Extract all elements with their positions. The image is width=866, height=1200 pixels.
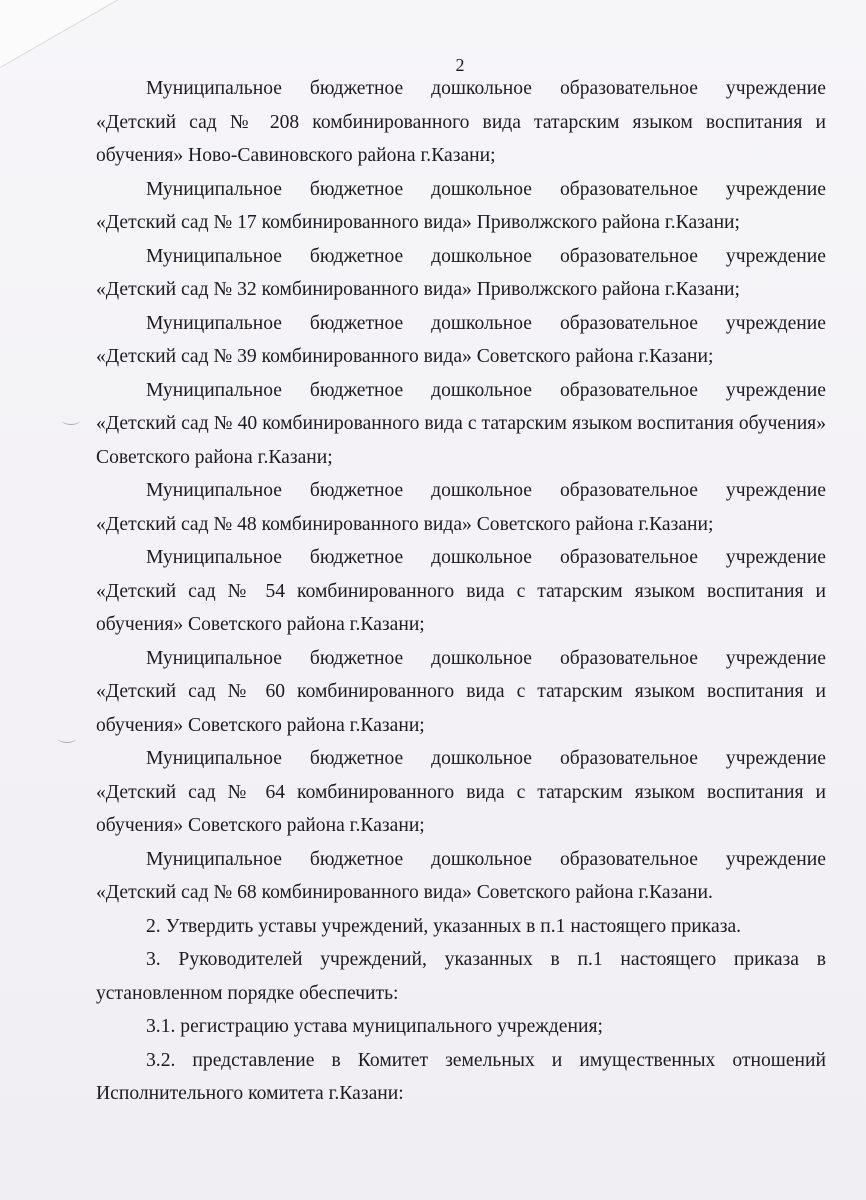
institution-type-line (96, 474, 826, 508)
institution-name: «Детский сад № 48 комбинированного вида» Советского района г.Казани; (96, 513, 714, 535)
institution-type-word: учреждение (725, 245, 826, 267)
institution-type-word: дошкольное (431, 848, 533, 870)
item-3-2-paragraph: 3.2. представление в Комитет земельных и имущественных отношений Исполнительного комитета г.Казани: (96, 1049, 826, 1104)
institution-entry (96, 240, 826, 307)
institution-type-word: учреждение (725, 647, 826, 669)
punch-hole-mark (62, 416, 80, 425)
institution-list (96, 72, 826, 910)
institution-type-word: бюджетное (309, 848, 404, 870)
institution-type-word: образовательное (559, 547, 698, 568)
institution-type-word: образовательное (559, 480, 698, 501)
institution-entry (96, 72, 826, 173)
institution-type-word: образовательное (559, 379, 698, 401)
institution-type-word: учреждение (725, 78, 826, 99)
item-2-paragraph: 2. Утвердить уставы учреждений, указанных в п.1 настоящего приказа. (146, 915, 742, 937)
item-3-paragraph: 3. Руководителей учреждений, указанных в п.1 настоящего приказа в установленном порядке обеспечить: (96, 949, 826, 1004)
institution-type-word: учреждение (725, 480, 826, 501)
item-3-1-paragraph: 3.1. регистрацию устава муниципального учреждения; (146, 1016, 603, 1037)
institution-name: «Детский сад № 68 комбинированного вида» Советского района г.Казани. (96, 882, 713, 903)
institution-type-line (96, 173, 826, 207)
institution-type-line (96, 72, 826, 106)
institution-entry (96, 742, 826, 843)
institution-name: «Детский сад № 64 комбинированного вида с татарским языком воспитания и обучения» Советского района г.Казани; (96, 781, 826, 836)
institution-type-word: бюджетное (309, 178, 404, 200)
institution-type-word: Муниципальное (146, 379, 282, 401)
institution-name: «Детский сад № 17 комбинированного вида» Приволжского района г.Казани; (96, 212, 740, 233)
institution-entry (96, 474, 826, 541)
institution-type-word: образовательное (559, 647, 698, 669)
institution-entry (96, 173, 826, 240)
institution-type-word: Муниципальное (146, 848, 282, 870)
institution-type-word: бюджетное (309, 748, 404, 769)
institution-type-word: образовательное (559, 312, 698, 334)
institution-name: «Детский сад № 40 комбинированного вида с татарским языком воспитания обучения» Советского района г.Казани; (96, 413, 826, 468)
institution-type-word: учреждение (725, 379, 826, 401)
institution-type-word: Муниципальное (146, 78, 282, 99)
institution-type-word: образовательное (559, 178, 698, 200)
institution-type-line (96, 742, 826, 776)
institution-type-word: учреждение (725, 312, 826, 334)
institution-name: «Детский сад № 60 комбинированного вида с татарским языком воспитания и обучения» Советского района г.Казани; (96, 681, 826, 736)
institution-type-word: дошкольное (431, 245, 533, 267)
institution-type-word: Муниципальное (146, 312, 282, 334)
institution-type-word: Муниципальное (146, 547, 282, 568)
page-number: 2 (455, 55, 465, 75)
institution-type-line (96, 843, 826, 877)
institution-type-word: бюджетное (309, 379, 404, 401)
institution-entry (96, 374, 826, 475)
institution-entry (96, 541, 826, 642)
institution-type-word: Муниципальное (146, 647, 282, 669)
institution-entry (96, 843, 826, 910)
institution-type-line (96, 642, 826, 676)
institution-type-word: Муниципальное (146, 748, 282, 769)
institution-name: «Детский сад № 208 комбинированного вида татарским языком воспитания и обучения» Ново-Савиновского района г.Казани; (96, 111, 826, 166)
institution-type-word: дошкольное (431, 748, 533, 769)
institution-name: «Детский сад № 32 комбинированного вида» Приволжского района г.Казани; (96, 279, 740, 300)
institution-type-word: бюджетное (309, 647, 404, 669)
institution-type-word: учреждение (725, 547, 826, 568)
institution-type-word: бюджетное (309, 547, 404, 568)
institution-name: «Детский сад № 54 комбинированного вида с татарским языком воспитания и обучения» Советского района г.Казани; (96, 580, 826, 635)
institution-type-word: бюджетное (309, 78, 404, 99)
institution-type-word: образовательное (559, 848, 698, 870)
institution-type-word: учреждение (725, 178, 826, 200)
institution-type-word: дошкольное (431, 480, 533, 501)
document-body (96, 72, 826, 1111)
institution-type-word: образовательное (559, 78, 698, 99)
institution-type-word: дошкольное (431, 379, 533, 401)
institution-type-word: дошкольное (431, 312, 533, 334)
institution-type-line (96, 374, 826, 408)
institution-type-word: образовательное (559, 748, 698, 769)
institution-type-word: Муниципальное (146, 245, 282, 267)
institution-type-line (96, 240, 826, 274)
punch-hole-mark (58, 734, 76, 743)
institution-type-word: образовательное (559, 245, 698, 267)
institution-type-word: Муниципальное (146, 178, 282, 200)
institution-entry (96, 307, 826, 374)
institution-entry (96, 642, 826, 743)
institution-type-word: учреждение (725, 748, 826, 769)
institution-type-word: бюджетное (309, 245, 404, 267)
institution-type-word: дошкольное (431, 78, 533, 99)
institution-type-word: дошкольное (431, 178, 533, 200)
institution-type-word: бюджетное (309, 480, 404, 501)
institution-name: «Детский сад № 39 комбинированного вида» Советского района г.Казани; (96, 346, 714, 367)
institution-type-line (96, 307, 826, 341)
institution-type-word: учреждение (725, 848, 826, 870)
institution-type-word: дошкольное (431, 647, 533, 669)
institution-type-line (96, 541, 826, 575)
institution-type-word: Муниципальное (146, 480, 282, 501)
institution-type-word: дошкольное (431, 547, 533, 568)
institution-type-word: бюджетное (309, 312, 404, 334)
